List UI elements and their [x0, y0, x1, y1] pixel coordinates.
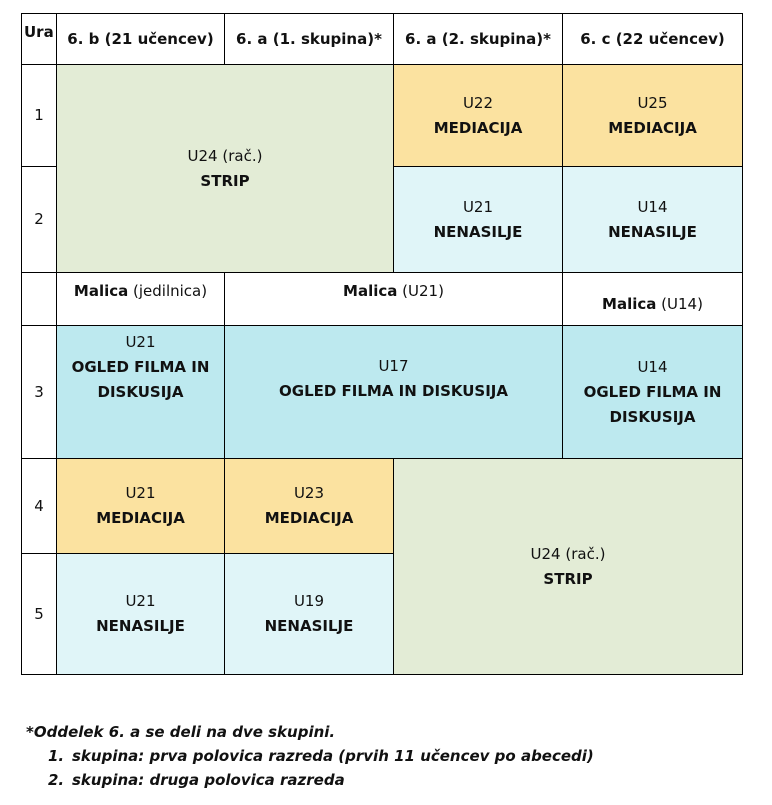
subject-label: MEDIACIJA	[608, 118, 697, 137]
room-label: U22	[462, 93, 494, 112]
header-6b: 6. b (21 učencev)	[57, 14, 225, 65]
header-6c: 6. c (22 učencev)	[563, 14, 743, 65]
cell-strip-top	[57, 65, 394, 273]
footnote-item-text: skupina: prva polovica razreda (prvih 11 učencev po abecedi)	[72, 747, 594, 765]
room-label: U21	[125, 333, 156, 351]
lunch-place: (U14)	[661, 294, 703, 313]
hour-lunch-empty	[22, 273, 57, 326]
room-label: U21	[125, 592, 156, 610]
hour-1: 1	[22, 65, 57, 167]
room-label: U24 (rač.)	[530, 544, 606, 563]
subject-label-line1: OGLED FILMA IN	[71, 358, 210, 376]
lunch-label: Malica	[73, 282, 129, 300]
cell-r1-6c	[563, 65, 743, 167]
footnote	[26, 720, 594, 792]
room-label: U21	[125, 484, 156, 502]
table-row-hour-1	[22, 65, 743, 167]
cell-r1-6a-group2	[394, 65, 563, 167]
cell-r4-6b	[57, 459, 225, 554]
cell-r5-6b	[57, 554, 225, 675]
cell-lunch-6c	[563, 273, 743, 326]
subject-label: MEDIACIJA	[433, 118, 523, 137]
cell-strip-bottom	[394, 459, 743, 675]
room-label: U23	[293, 484, 325, 502]
room-label: U14	[637, 197, 668, 216]
lunch-place: (U21)	[402, 282, 444, 300]
subject-label-line1: OGLED FILMA IN	[583, 382, 722, 401]
subject-label: STRIP	[200, 171, 250, 190]
footnote-item-text: skupina: druga polovica razreda	[72, 771, 345, 789]
lunch-place: (jedilnica)	[133, 282, 208, 300]
room-label: U14	[637, 357, 668, 376]
subject-label: NENASILJE	[433, 222, 523, 241]
cell-lunch-6a	[225, 273, 563, 326]
subject-label-line2: DISKUSIJA	[97, 383, 184, 401]
subject-label: NENASILJE	[264, 617, 354, 635]
lunch-label: Malica	[602, 294, 657, 313]
header-row	[22, 14, 743, 65]
header-ura: Ura	[22, 14, 57, 65]
subject-label: NENASILJE	[608, 222, 697, 241]
hour-4: 4	[22, 459, 57, 554]
room-label: U21	[462, 197, 494, 216]
hour-5: 5	[22, 554, 57, 675]
room-label: U17	[378, 357, 409, 375]
cell-r3-6a	[225, 326, 563, 459]
cell-lunch-6b	[57, 273, 225, 326]
subject-label: MEDIACIJA	[96, 509, 185, 527]
table-row-hour-4	[22, 459, 743, 554]
hour-3: 3	[22, 326, 57, 459]
subject-label: MEDIACIJA	[264, 509, 354, 527]
schedule-table	[21, 13, 743, 675]
room-label: U25	[637, 93, 668, 112]
subject-label: STRIP	[543, 569, 593, 588]
room-label: U24 (rač.)	[187, 146, 263, 165]
cell-r2-6c	[563, 167, 743, 273]
room-label: U19	[293, 592, 325, 610]
footnote-item-number: 1.	[48, 747, 65, 765]
table-row-lunch	[22, 273, 743, 326]
subject-label: NENASILJE	[96, 617, 185, 635]
table-row-hour-3	[22, 326, 743, 459]
footnote-item-1	[26, 744, 594, 768]
hour-2: 2	[22, 167, 57, 273]
footnote-item-2	[26, 768, 594, 792]
footnote-intro: *Oddelek 6. a se deli na dve skupini.	[26, 723, 336, 741]
cell-r2-6a-group2	[394, 167, 563, 273]
cell-r3-6b	[57, 326, 225, 459]
header-6a-group2: 6. a (2. skupina)*	[394, 14, 563, 65]
footnote-item-number: 2.	[48, 771, 65, 789]
lunch-label: Malica	[343, 282, 398, 300]
cell-r3-6c	[563, 326, 743, 459]
cell-r5-6a-group1	[225, 554, 394, 675]
subject-label-line2: DISKUSIJA	[609, 407, 696, 426]
cell-r4-6a-group1	[225, 459, 394, 554]
subject-label: OGLED FILMA IN DISKUSIJA	[279, 382, 508, 400]
header-6a-group1: 6. a (1. skupina)*	[225, 14, 394, 65]
